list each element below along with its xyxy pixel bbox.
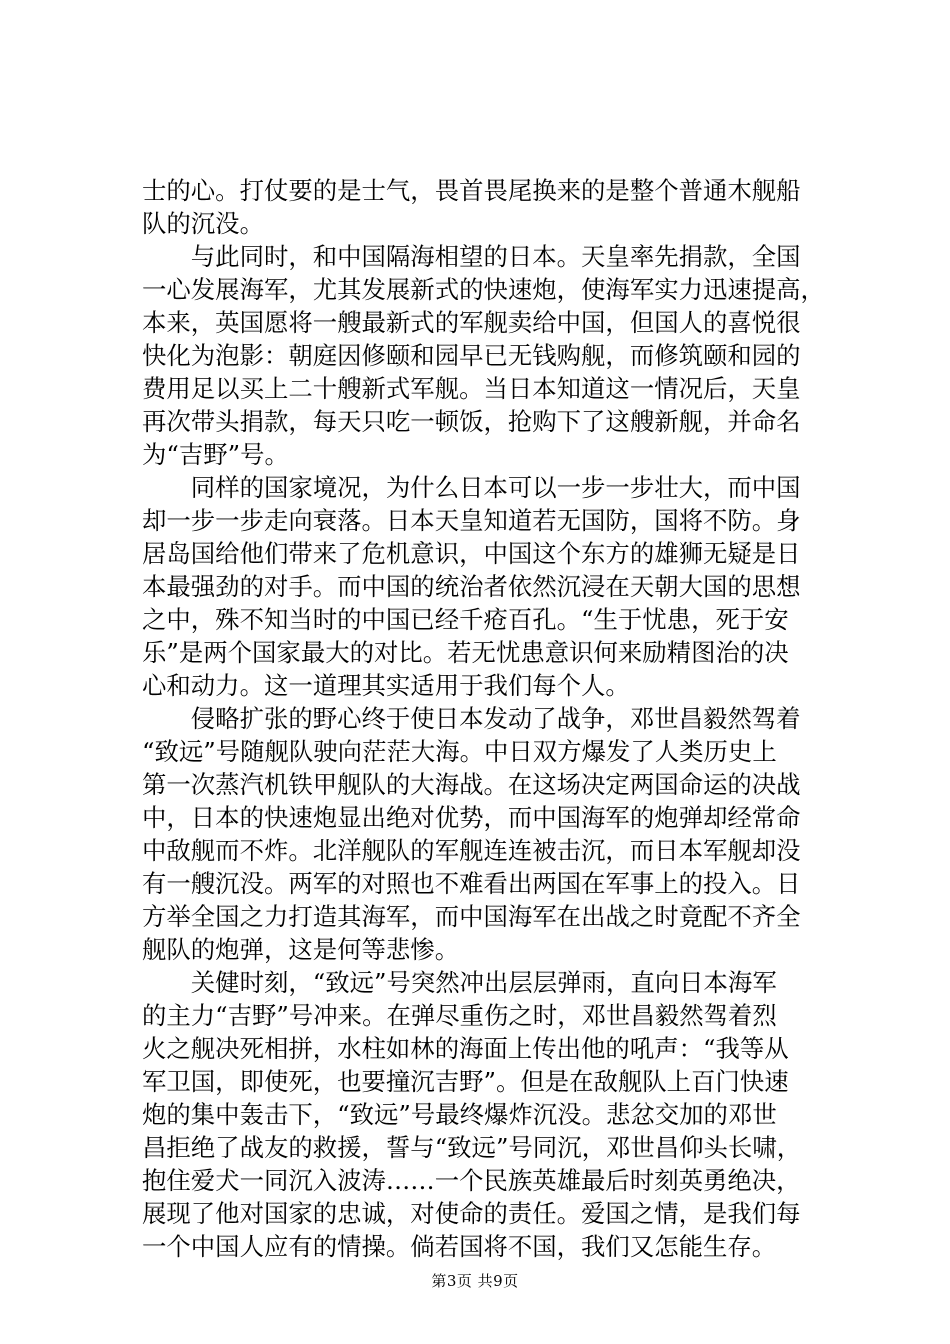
text-line: 侵略扩张的野心终于使日本发动了战争，邓世昌毅然驾着 bbox=[142, 704, 801, 733]
text-line: 炮的集中轰击下，“致远”号最终爆炸沉没。悲忿交加的邓世 bbox=[142, 1100, 777, 1129]
text-line: 士的心。打仗要的是士气，畏首畏尾换来的是整个普通木舰船 bbox=[142, 176, 801, 205]
text-line: 快化为泡影：朝庭因修颐和园早已无钱购舰，而修筑颐和园的 bbox=[142, 341, 801, 370]
page-number-footer: 第3页 共9页 bbox=[431, 1272, 519, 1290]
text-line: 中，日本的快速炮显出绝对优势，而中国海军的炮弹却经常命 bbox=[142, 803, 801, 832]
text-line: 队的沉没。 bbox=[142, 209, 264, 238]
text-line: “致远”号随舰队驶向茫茫大海。中日双方爆发了人类历史上 bbox=[142, 737, 777, 766]
text-line: 抱住爱犬一同沉入波涛……一个民族英雄最后时刻英勇绝决， bbox=[142, 1166, 801, 1195]
text-line: 再次带头捐款，每天只吃一顿饭，抢购下了这艘新舰，并命名 bbox=[142, 407, 801, 436]
text-line: 舰队的炮弹，这是何等悲惨。 bbox=[142, 935, 460, 964]
text-line: 展现了他对国家的忠诚，对使命的责任。爱国之情，是我们每 bbox=[142, 1199, 801, 1228]
text-line: 本来，英国愿将一艘最新式的军舰卖给中国，但国人的喜悦很 bbox=[142, 308, 801, 337]
text-line: 关健时刻，“致远”号突然冲出层层弹雨，直向日本海军 bbox=[142, 968, 777, 997]
text-line: 居岛国给他们带来了危机意识，中国这个东方的雄狮无疑是日 bbox=[142, 539, 801, 568]
text-line: 军卫国，即使死，也要撞沉吉野”。但是在敌舰队上百门快速 bbox=[142, 1067, 789, 1096]
text-line: 本最强劲的对手。而中国的统治者依然沉浸在天朝大国的思想 bbox=[142, 572, 801, 601]
text-line: 方举全国之力打造其海军，而中国海军在出战之时竟配不齐全 bbox=[142, 902, 801, 931]
text-line: 乐”是两个国家最大的对比。若无忧患意识何来励精图治的决 bbox=[142, 638, 789, 667]
text-line: 一心发展海军，尤其发展新式的快速炮，使海军实力迅速提高， bbox=[142, 275, 825, 304]
text-line: 第一次蒸汽机铁甲舰队的大海战。在这场决定两国命运的决战 bbox=[142, 770, 801, 799]
text-line: 同样的国家境况，为什么日本可以一步一步壮大，而中国 bbox=[142, 473, 801, 502]
text-line: 为“吉野”号。 bbox=[142, 440, 289, 469]
text-line: 昌拒绝了战友的救援，誓与“致远”号同沉，邓世昌仰头长啸， bbox=[142, 1133, 802, 1162]
text-line: 的主力“吉野”号冲来。在弹尽重伤之时，邓世昌毅然驾着烈 bbox=[142, 1001, 777, 1030]
text-line: 与此同时，和中国隔海相望的日本。天皇率先捐款，全国 bbox=[142, 242, 801, 271]
text-line: 中敌舰而不炸。北洋舰队的军舰连连被击沉，而日本军舰却没 bbox=[142, 836, 801, 865]
text-line: 一个中国人应有的情操。倘若国将不国，我们又怎能生存。 bbox=[142, 1232, 777, 1261]
text-line: 心和动力。这一道理其实适用于我们每个人。 bbox=[142, 671, 630, 700]
text-line: 之中，殊不知当时的中国已经千疮百孔。“生于忧患，死于安 bbox=[142, 605, 789, 634]
text-line: 却一步一步走向衰落。日本天皇知道若无国防，国将不防。身 bbox=[142, 506, 801, 535]
body-text bbox=[142, 174, 825, 1263]
text-line: 费用足以买上二十艘新式军舰。当日本知道这一情况后，天皇 bbox=[142, 374, 801, 403]
text-line: 火之舰决死相拼，水柱如林的海面上传出他的吼声：“我等从 bbox=[142, 1034, 789, 1063]
text-line: 有一艘沉没。两军的对照也不难看出两国在军事上的投入。日 bbox=[142, 869, 801, 898]
